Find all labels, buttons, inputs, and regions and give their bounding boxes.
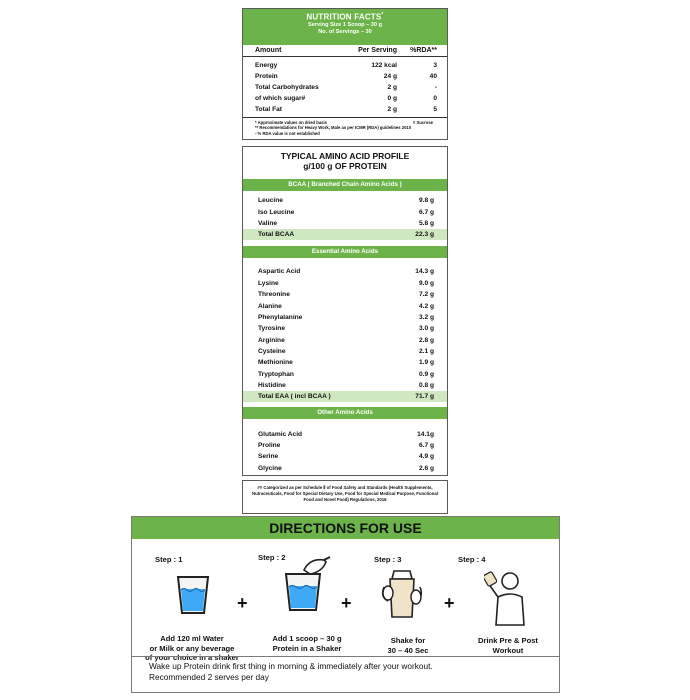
- essential-amino-row: [243, 346, 447, 357]
- bcaa-name: Valine: [258, 219, 278, 227]
- nutrient-value: 2 g: [387, 84, 397, 91]
- nutrient-row: [243, 93, 447, 104]
- other-header: Other Amino Acids: [243, 407, 447, 419]
- step-label: Step : 1: [155, 555, 183, 564]
- nutrient-name: Total Carbohydrates: [255, 84, 319, 91]
- step-label: Step : 2: [258, 553, 286, 562]
- nutrient-value: 2 g: [387, 106, 397, 113]
- essential-amino-value: 7.2 g: [418, 291, 434, 299]
- essential-list: [243, 258, 447, 391]
- nutrition-notes: [243, 117, 447, 136]
- nutrient-row: [243, 71, 447, 82]
- essential-amino-value: 2.1 g: [418, 348, 434, 356]
- other-amino-value: 4.9 g: [418, 453, 434, 461]
- step-description: [252, 634, 362, 653]
- nutrient-name: Total Fat: [255, 106, 282, 113]
- nutrition-title: NUTRITION FACTS*: [306, 12, 384, 22]
- essential-amino-name: Alanine: [258, 302, 282, 310]
- essential-amino-row: [243, 289, 447, 300]
- nutrient-value: 0 g: [387, 95, 397, 102]
- nutrient-row: [243, 104, 447, 115]
- directions-panel: [131, 516, 560, 693]
- step-label: Step : 3: [374, 555, 402, 564]
- regulation-footnote: ## Categorized as per Schedule Ⅱ of Food Safety and Standards (Health Supplements, Nutraceuticals, Food for Special Dietary Use, Food for Special Medical Purpose, Functional Food and Novel Food) Regulations, 2016: [242, 480, 448, 514]
- desc-line: Workout: [492, 645, 524, 655]
- column-header-rda: %RDA**: [410, 47, 437, 54]
- essential-amino-row: [243, 312, 447, 323]
- essential-amino-value: 3.2 g: [418, 313, 434, 321]
- nutrition-rows: [243, 57, 447, 115]
- note: - % RDA value is not established: [255, 130, 320, 136]
- other-amino-row: [243, 463, 447, 474]
- essential-amino-name: Tryptophan: [258, 370, 294, 378]
- bcaa-list: [243, 191, 447, 229]
- bcaa-name: Iso Leucine: [258, 208, 295, 216]
- essential-amino-row: [243, 335, 447, 346]
- essential-amino-value: 3.0 g: [418, 325, 434, 333]
- essential-amino-value: 14.3 g: [415, 268, 434, 276]
- step-label: Step : 4: [458, 555, 486, 564]
- amino-acid-panel: [242, 146, 448, 476]
- nutrient-value: 40: [429, 73, 437, 80]
- essential-amino-value: 4.2 g: [418, 302, 434, 310]
- bcaa-value: 9.8 g: [418, 197, 434, 205]
- other-amino-name: Glycine: [258, 464, 282, 472]
- nutrient-name: Protein: [255, 73, 278, 80]
- directions-title: DIRECTIONS FOR USE: [132, 517, 559, 539]
- bcaa-name: Leucine: [258, 197, 283, 205]
- desc-line: 30 – 40 Sec: [387, 645, 429, 655]
- nutrient-row: [243, 82, 447, 93]
- bcaa-row: [243, 206, 447, 217]
- essential-amino-value: 2.8 g: [418, 336, 434, 344]
- desc-line: or Milk or any beverage: [149, 643, 235, 653]
- sucrose-note: # Sucrose: [412, 120, 433, 125]
- essential-amino-row: [243, 266, 447, 277]
- desc-line: Drink Pre & Post: [478, 636, 538, 645]
- essential-amino-row: [243, 369, 447, 380]
- essential-header: Essential Amino Acids: [243, 246, 447, 258]
- nutrition-facts-panel: [242, 8, 448, 140]
- step-description: [368, 636, 448, 655]
- nutrient-name: of which sugar#: [255, 95, 306, 102]
- other-amino-row: [243, 440, 447, 451]
- essential-amino-name: Threonine: [258, 291, 290, 299]
- essential-amino-name: Cysteine: [258, 348, 286, 356]
- bcaa-header: BCAA ( Branched Chain Amino Acids ): [243, 179, 447, 191]
- scoop-into-glass-icon: [280, 556, 332, 612]
- desc-line: Shake for: [390, 636, 426, 645]
- essential-amino-name: Arginine: [258, 336, 285, 344]
- total-eaa-row: [243, 391, 447, 402]
- nutrient-value: 0: [433, 95, 437, 102]
- desc-line: of your choice in a shaker: [145, 653, 239, 662]
- essential-amino-row: [243, 278, 447, 289]
- total-bcaa-value: 22.3 g: [415, 231, 434, 239]
- steps-row: [132, 539, 559, 662]
- footer-line2: Recommended 2 serves per day: [149, 672, 269, 682]
- person-drinking-icon: [484, 567, 534, 627]
- essential-amino-name: Tyrosine: [258, 325, 285, 333]
- nutrition-header: [243, 9, 447, 45]
- nutrient-value: 3: [433, 62, 437, 69]
- other-amino-row: [243, 428, 447, 439]
- desc-line: Protein in a Shaker: [272, 643, 342, 653]
- note: * Approximate values on dried basis: [255, 120, 327, 125]
- bcaa-value: 5.8 g: [418, 219, 434, 227]
- column-header-amount: Amount: [255, 47, 282, 54]
- total-bcaa-label: Total BCAA: [258, 231, 295, 239]
- essential-amino-name: Methionine: [258, 359, 293, 367]
- amino-title-line1: TYPICAL AMINO ACID PROFILE: [280, 151, 410, 161]
- desc-line: Add 1 scoop – 30 g: [272, 634, 342, 643]
- nutrient-value: 122 kcal: [371, 62, 397, 69]
- shaker-icon: [380, 567, 424, 621]
- nutrition-column-headers: [243, 45, 447, 57]
- essential-amino-value: 1.9 g: [418, 359, 434, 367]
- other-amino-value: 6.7 g: [418, 442, 434, 450]
- nutrient-value: 5: [433, 106, 437, 113]
- essential-amino-name: Phenylalanine: [258, 313, 303, 321]
- essential-amino-name: Histidine: [258, 382, 286, 390]
- note: ** Recommendations for Heavy Work, Male as per ICMR (RDA) guidelines 2010: [255, 125, 412, 131]
- step-description: [458, 636, 558, 655]
- footer-line1: Wake up Protein drink first thing in morning & immediately after your workout.: [149, 661, 433, 671]
- bcaa-value: 6.7 g: [418, 208, 434, 216]
- other-amino-name: Serine: [258, 453, 279, 461]
- other-amino-name: Proline: [258, 442, 281, 450]
- bcaa-row: [243, 195, 447, 206]
- servings-count: No. of Servings – 30: [318, 28, 372, 35]
- other-amino-value: 14.1g: [417, 430, 434, 438]
- essential-amino-name: Aspartic Acid: [258, 268, 301, 276]
- plus-sign: +: [444, 593, 455, 613]
- essential-amino-value: 9.0 g: [418, 279, 434, 287]
- other-amino-name: Glutamic Acid: [258, 430, 303, 438]
- plus-sign: +: [237, 593, 248, 613]
- other-amino-row: [243, 451, 447, 462]
- glass-of-water-icon: [176, 575, 210, 615]
- nutrient-value: -: [434, 84, 437, 91]
- nutrient-name: Energy: [255, 62, 278, 69]
- essential-amino-name: Lysine: [258, 279, 279, 287]
- essential-amino-row: [243, 380, 447, 391]
- serving-size: Serving Size 1 Scoop – 30 g: [308, 21, 382, 28]
- total-bcaa-row: [243, 229, 447, 240]
- other-amino-value: 2.6 g: [418, 464, 434, 472]
- desc-line: Add 120 ml Water: [160, 634, 224, 643]
- essential-amino-value: 0.8 g: [418, 382, 434, 390]
- essential-amino-row: [243, 357, 447, 368]
- nutrient-value: 24 g: [383, 73, 397, 80]
- essential-amino-value: 0.9 g: [418, 370, 434, 378]
- essential-amino-row: [243, 323, 447, 334]
- amino-title: [243, 147, 447, 179]
- bcaa-row: [243, 218, 447, 229]
- total-eaa-label: Total EAA ( incl BCAA ): [258, 393, 331, 401]
- essential-amino-row: [243, 300, 447, 311]
- other-list: [243, 419, 447, 474]
- amino-title-line2: g/100 g OF PROTEIN: [303, 161, 387, 171]
- column-header-per-serving: Per Serving: [358, 47, 397, 54]
- directions-footer: [132, 656, 559, 683]
- nutrient-row: [243, 60, 447, 71]
- total-eaa-value: 71.7 g: [415, 393, 434, 401]
- plus-sign: +: [341, 593, 352, 613]
